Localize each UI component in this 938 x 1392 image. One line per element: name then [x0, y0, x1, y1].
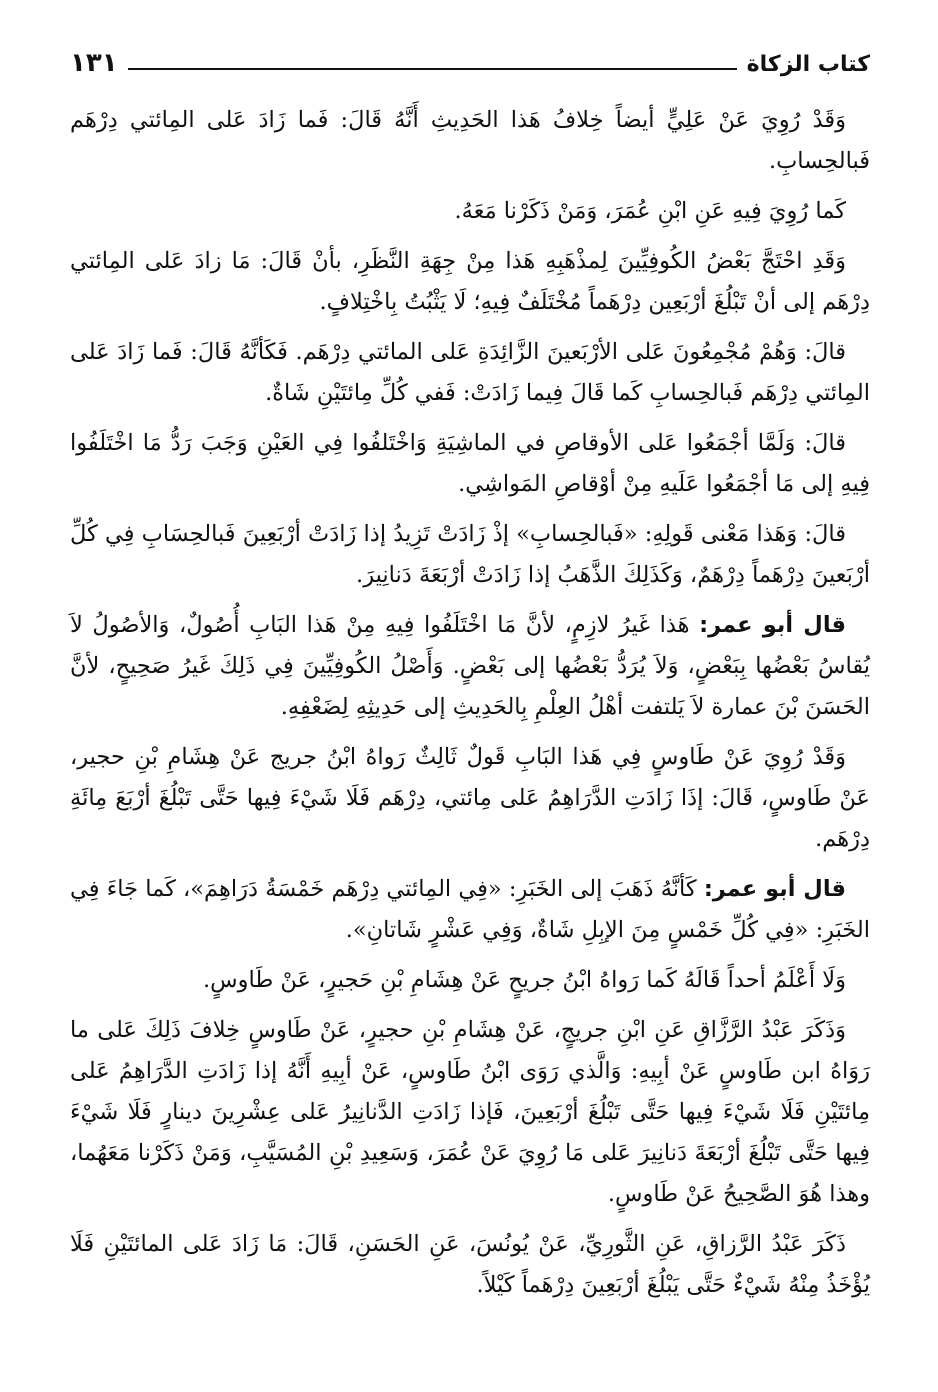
paragraph — [70, 869, 870, 951]
paragraph — [70, 1224, 870, 1306]
paragraph — [70, 241, 870, 323]
paragraph — [70, 514, 870, 596]
paragraph-lead: قال أبو عمر: — [703, 876, 846, 902]
paragraph-lead: قال أبو عمر: — [699, 612, 846, 638]
paragraph-text: ذَكَرَ عَبْدُ الرَّزاقِ، عَنِ الثَّورِيِّ، عَنْ يُونُسَ، عَنِ الحَسَنِ، قَالَ: مَا زَادَ عَلى المائتَيْنِ فَلَا يُؤْخَذُ مِنْهُ شَيْءٌ حَتَّى يَبْلُغَ أرْبَعِينَ دِرْهَماً كَيْلاً. — [70, 1231, 870, 1298]
paragraph — [70, 605, 870, 728]
paragraph-text: هَذا غَيرُ لازِمٍ، لأنَّ مَا اخْتَلَفُوا فِيهِ مِنْ هَذا البَابِ أُصُولٌ، وَالأصُولُ لاَ يُقاسُ بَعْضُها بِبَعْضٍ، وَلاَ يُرَدُّ بَعْضُها إلى بَعْضٍ. وَأَصْلُ الكُوفِيِّينَ فِي ذَلِكَ غَيرُ صَحِيحٍ، لأنَّ الحَسَنَ بْنَ عمارة لاَ يَلتفت أهْلُ العِلْمِ بِالحَدِيثِ إلى حَدِيثِهِ لِضَعْفِهِ. — [70, 612, 870, 720]
paragraph-text: قالَ: وَهُمْ مُجْمِعُونَ عَلى الأرْبَعينَ الزَّائِدَةِ عَلى المائتي دِرْهَم. فَكَأنَّهُ قَالَ: فَما زَادَ عَلى المِائتي دِرْهَم فَبالحِسابِ كَما قَالَ فِيما زَادَتْ: فَفي كُلِّ مِائتَيْنِ شَاةٌ. — [70, 339, 870, 406]
paragraph — [70, 100, 870, 182]
running-header — [70, 30, 870, 78]
paragraph-text: قالَ: وَهَذا مَعْنى قَولِهِ: «فَبالحِسابِ» إذْ زَادَتْ تَزِيدُ إذا زَادَتْ أرْبَعِينَ فَبالحِسَابِ فِي كُلِّ أرْبَعينَ دِرْهَماً دِرْهَمٌ، وَكَذَلِكَ الذَّهَبُ إذا زَادَتْ أرْبَعَةَ دَنانِيرَ. — [70, 521, 870, 588]
paragraph — [70, 1010, 870, 1215]
paragraph-text: وَذَكَرَ عَبْدُ الرَّزَّاقِ عَنِ ابْنِ جريجٍ، عَنْ هِشَامِ بْنِ حجيرٍ، عَنْ طَاوسٍ خِلافَ ذَلِكَ عَلى ما رَوَاهُ ابن طَاوسٍ عَنْ أبِيهِ: وَالَّذي رَوَى ابْنُ طَاوسٍ، عَنْ أبِيهِ أَنَّهُ إذا زَادَتِ الدَّرَاهِمُ عَلى مِائتَيْنِ فَلَا شَيْءَ فِيها حَتَّى تَبْلُغَ أرْبَعِينَ، فَإذا زَادَتِ الدَّنانِيرُ عَلى عِشْرِينَ دينارٍ فَلَا شَيْءَ فِيها حَتَّى تَبْلُغَ أرْبَعَةَ دَنانِيرَ عَلى مَا رُوِيَ عَنْ عُمَرَ، وَسَعِيدِ بْنِ المُسَيَّبِ، وَمَنْ ذَكَرْنا مَعَهُما، وهذا هُوَ الصَّحِيحُ عَنْ طَاوسٍ. — [70, 1017, 870, 1207]
paragraph-text: وَقَدْ رُوِيَ عَنْ عَلِيٍّ أيضاً خِلافُ هَذا الحَدِيثِ أَنَّهُ قَالَ: فَما زَادَ عَلى المِائتي دِرْهَم فَبالحِسابِ. — [70, 107, 870, 174]
paragraph-text: وَقَدْ رُوِيَ عَنْ طَاوسٍ فِي هَذا البَابِ قَولٌ ثَالِثٌ رَواهُ ابْنُ جريج عَنْ هِشَامِ بْنِ حجير، عَنْ طَاوسٍ، قَالَ: إذَا زَادَتِ الدَّرَاهِمُ عَلى مِائتي، دِرْهَم فَلَا شَيْءَ فِيها حَتَّى تَبْلُغَ أرْبَعَ مِائَةِ دِرْهَم. — [70, 744, 870, 852]
paragraph-text: كَأنَّهُ ذَهَبَ إلى الخَبَرِ: «فِي المِائتي دِرْهَم خَمْسَةُ دَرَاهِمَ»، كَما جَاءَ فِي الخَبَرِ: «فِي كُلِّ خَمْسٍ مِنَ الإبِلِ شَاةٌ، وَفِي عَشْرٍ شَاتانِ». — [70, 876, 870, 943]
paragraph-text: قالَ: وَلَمَّا أجْمَعُوا عَلى الأوقاصِ في الماشِيَةِ وَاخْتَلفُوا فِي العَيْنِ وَجَبَ رَدُّ مَا اخْتَلَفُوا فِيهِ إلى مَا أجْمَعُوا عَلَيهِ مِنْ أوْقاصِ المَواشِي. — [70, 430, 870, 497]
book-title: كتاب الزكاة — [737, 54, 870, 76]
paragraph — [70, 332, 870, 414]
paragraph — [70, 960, 870, 1001]
paragraph — [70, 737, 870, 860]
paragraph — [70, 191, 870, 232]
page-number: ١٣١ — [70, 50, 128, 76]
paragraph-text: وَقَدِ احْتَجَّ بَعْضُ الكُوفِيِّينَ لِمذْهَبِهِ هَذا مِنْ جِهَةِ النَّظَرِ، بأنْ قَالَ: مَا زادَ عَلى المِائتي دِرْهَم إلى أنْ تَبْلُغَ أرْبَعِين دِرْهَماً مُخْتَلَفٌ فِيهِ؛ لَا يَثْبُتُ بِاخْتِلافٍ. — [70, 248, 870, 315]
page-body — [70, 100, 870, 1306]
paragraph — [70, 423, 870, 505]
paragraph-text: وَلَا أَعْلَمُ أحداً قَالَهُ كَما رَواهُ ابْنُ جريحٍ عَنْ هِشَامِ بْنِ حَجيرٍ، عَنْ طَاوسٍ. — [203, 967, 846, 993]
book-page — [70, 30, 870, 1370]
paragraph-text: كَما رُوِيَ فِيهِ عَنِ ابْنِ عُمَرَ، وَمَنْ ذَكَرْنا مَعَهُ. — [454, 198, 846, 224]
